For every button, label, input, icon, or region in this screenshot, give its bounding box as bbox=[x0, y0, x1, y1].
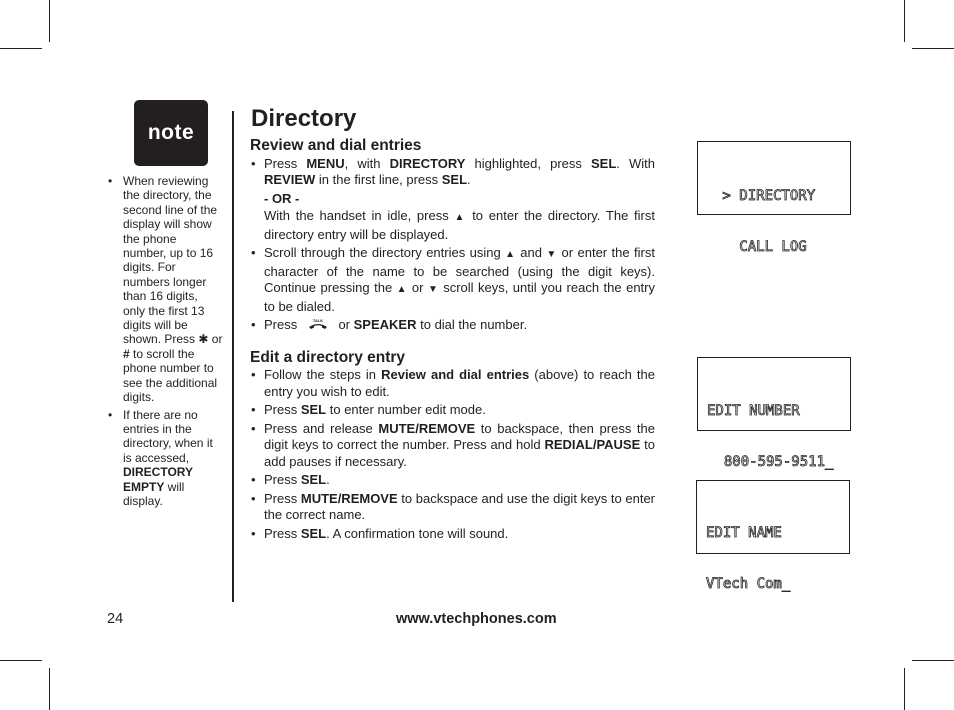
crop-mark bbox=[49, 0, 50, 42]
lcd-screen-edit-name bbox=[696, 480, 850, 592]
list-item: • Press and release MUTE/REMOVE to backspace, then press the digit keys to correct the number. Press and hold REDIAL/PAUSE to add pauses if necessary. bbox=[250, 421, 655, 471]
list-item: • Press SEL. A confirmation tone will sound. bbox=[250, 526, 655, 543]
crop-mark bbox=[904, 0, 905, 42]
lcd-line: EDIT NUMBER bbox=[707, 403, 800, 419]
crop-mark bbox=[912, 660, 954, 661]
list-item: • Press MUTE/REMOVE to backspace and use the digit keys to enter the correct name. bbox=[250, 491, 655, 524]
lcd-screen-edit-number bbox=[697, 357, 851, 470]
list-item: • Press MENU, with DIRECTORY highlighted, press SEL. With REVIEW in the first line, press SEL. - OR - With the handset in idle, press ▲ to enter the directory. The first directory entry will be displayed. bbox=[250, 156, 655, 244]
lcd-screen-directory bbox=[697, 141, 851, 255]
review-steps bbox=[250, 156, 655, 334]
list-item: • Follow the steps in Review and dial entries (above) to reach the entry you wish to edit. bbox=[250, 367, 655, 400]
up-arrow-icon: ▲ bbox=[454, 212, 467, 223]
lcd-line: VTech Com_ bbox=[706, 576, 791, 592]
note-label: note bbox=[147, 121, 195, 144]
crop-mark bbox=[904, 668, 905, 710]
website-url: www.vtechphones.com bbox=[396, 611, 557, 627]
crop-mark bbox=[49, 668, 50, 710]
crop-mark bbox=[912, 48, 954, 49]
up-arrow-icon: ▲ bbox=[396, 284, 408, 295]
sidebar-notes bbox=[108, 174, 223, 511]
star-key: ✱ bbox=[198, 332, 209, 347]
list-item: • Press TALK or SPEAKER to dial the number. bbox=[250, 317, 655, 334]
lcd-line: CALL LOG bbox=[714, 239, 807, 255]
page-number: 24 bbox=[107, 611, 124, 627]
down-arrow-icon: ▼ bbox=[427, 284, 439, 295]
edit-steps bbox=[250, 367, 655, 542]
section-heading-edit: Edit a directory entry bbox=[250, 348, 406, 366]
section-heading-review: Review and dial entries bbox=[250, 137, 422, 154]
or-separator: - OR - bbox=[264, 190, 300, 206]
svg-text:TALK: TALK bbox=[312, 318, 324, 323]
lcd-line: 800-595-9511_ bbox=[707, 454, 834, 470]
lcd-line: > DIRECTORY bbox=[714, 188, 816, 204]
note-item: • When reviewing the directory, the second line of the display will show the phone number, up to 16 digits. For numbers longer than 16 digits, only the first 13 digits will be shown. Press ✱ or # to scroll the phone number to see the additional digits. bbox=[108, 174, 223, 405]
list-item: • Scroll through the directory entries using ▲ and ▼ or enter the first character of the name to be searched (using the digit keys). Continue pressing the ▲ or ▼ scroll keys, until you reach the entry to be dialed. bbox=[250, 245, 655, 315]
hash-key: # bbox=[123, 346, 130, 361]
note-item: • If there are no entries in the directory, when it is accessed, DIRECTORY EMPTY will display. bbox=[108, 408, 223, 509]
down-arrow-icon: ▼ bbox=[546, 249, 558, 260]
up-arrow-icon: ▲ bbox=[505, 249, 516, 260]
note-badge bbox=[134, 100, 208, 166]
talk-phone-icon bbox=[307, 318, 329, 330]
note-list bbox=[108, 174, 223, 508]
main-content bbox=[250, 138, 655, 544]
list-item: • Press SEL to enter number edit mode. bbox=[250, 402, 655, 419]
page-title: Directory bbox=[251, 105, 357, 132]
column-divider bbox=[232, 111, 234, 602]
crop-mark bbox=[0, 48, 42, 49]
list-item: • Press SEL. bbox=[250, 472, 655, 489]
crop-mark bbox=[0, 660, 42, 661]
lcd-line: EDIT NAME bbox=[706, 525, 782, 541]
